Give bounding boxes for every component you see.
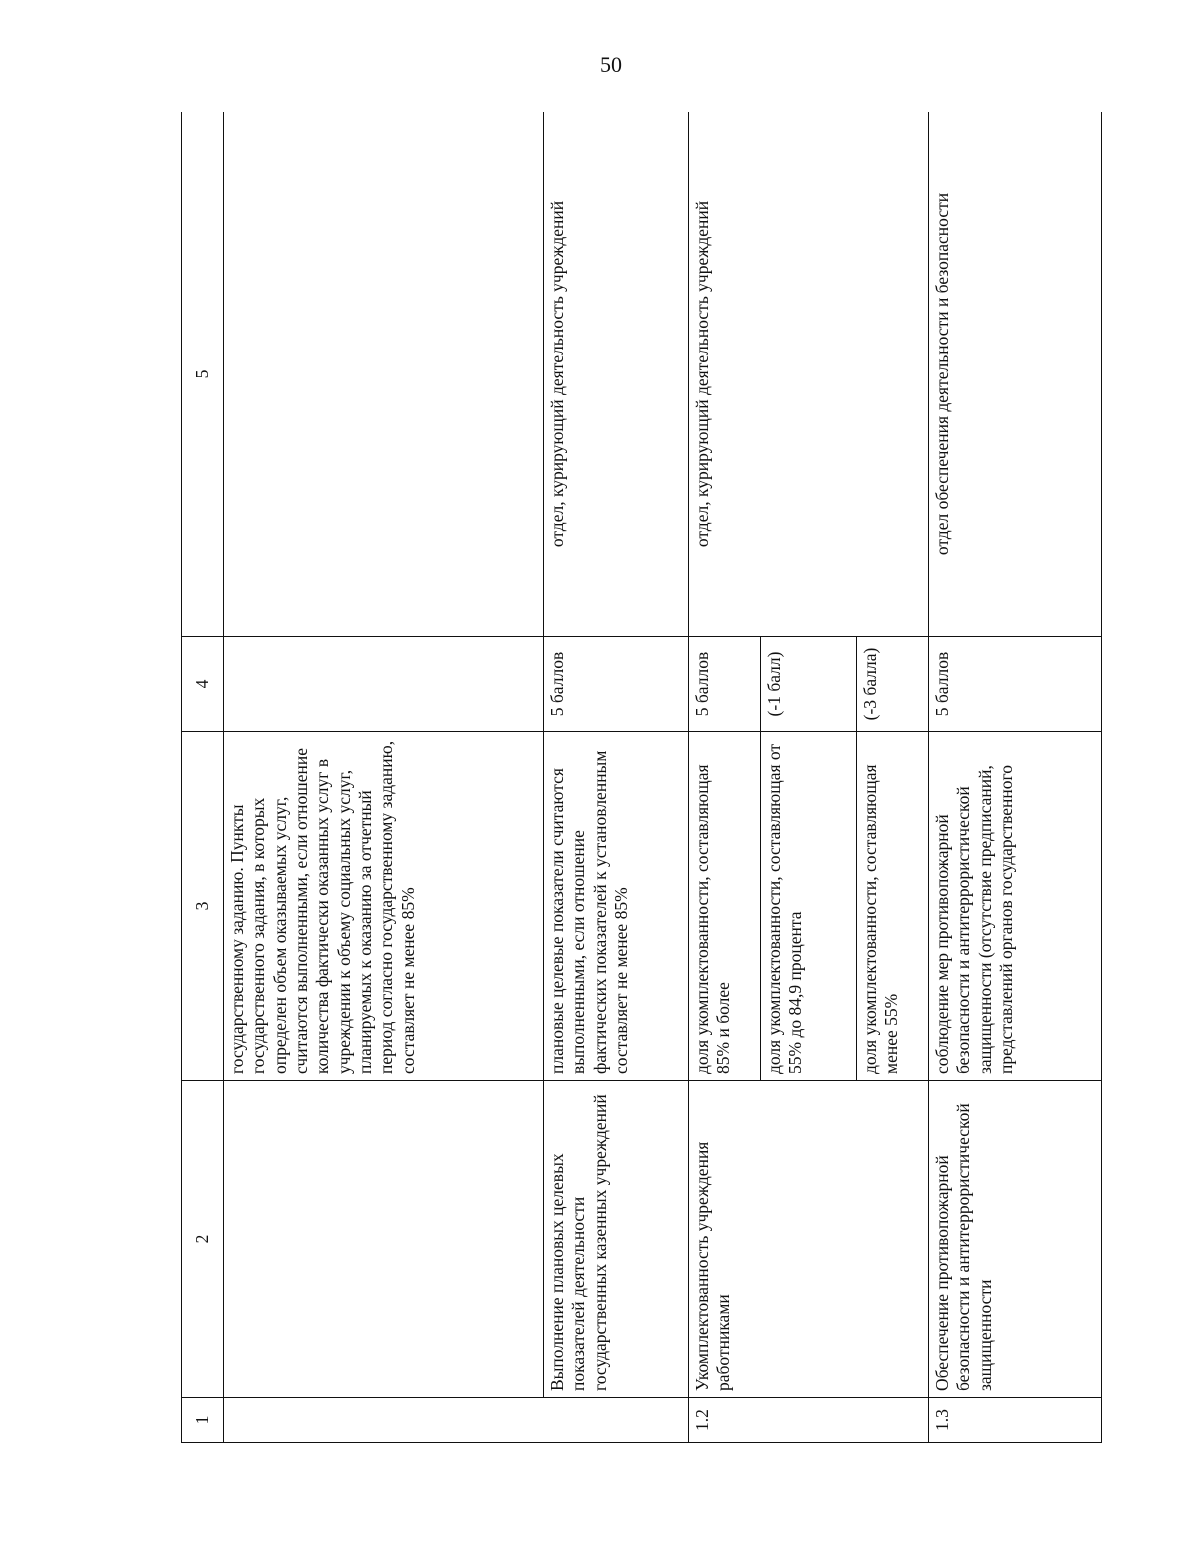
cell-points-empty (224, 637, 544, 732)
cell-indicator: Укомплектованность учреждения работниками (689, 1081, 929, 1398)
cell-points: (-1 балл) (761, 637, 857, 732)
cell-criterion-continuation: государственному заданию. Пункты государственного задания, в которых определен объем оказываемых услуг, считаются выполненными, если отношение количества фактически оказанных услуг в учреждении к объему социальных услуг, планируемых к оказанию за отчетный период согласно государственному заданию, составляет не менее 85% (224, 732, 544, 1081)
cell-indicator: Выполнение плановых целевых показателей деятельности государственных казенных учреждений (544, 1081, 689, 1398)
cell-number-empty (544, 1398, 689, 1443)
cell-responsible: отдел обеспечения деятельности и безопасности (929, 112, 1102, 637)
header-col-2: 2 (182, 1081, 224, 1398)
cell-criterion: доля укомплектованности, составляющая менее 55% (857, 732, 929, 1081)
cell-criterion: плановые целевые показатели считаются выполненными, если отношение фактических показателей к установленным составляет не менее 85% (544, 732, 689, 1081)
cell-responsible: отдел, курирующий деятельность учреждений (544, 112, 689, 637)
criteria-table (181, 112, 1102, 1443)
table-row-1-2 (689, 112, 761, 1443)
table-row-continuation (224, 112, 544, 1443)
table-row-1-3 (929, 112, 1102, 1443)
header-col-1: 1 (182, 1398, 224, 1443)
table-row-plan (544, 112, 689, 1443)
cell-number: 1.3 (929, 1398, 1102, 1443)
cell-responsible-empty (224, 112, 544, 637)
header-col-5: 5 (182, 112, 224, 637)
cell-points: 5 баллов (689, 637, 761, 732)
cell-number-empty (224, 1398, 544, 1443)
cell-points: 5 баллов (544, 637, 689, 732)
table-frame (181, 112, 1102, 1443)
header-col-3: 3 (182, 732, 224, 1081)
cell-points: (-3 балла) (857, 637, 929, 732)
table-header-row (182, 112, 224, 1443)
cell-points: 5 баллов (929, 637, 1102, 732)
page-number: 50 (600, 52, 622, 77)
cell-indicator: Обеспечение противопожарной безопасности и антитеррористической защищенности (929, 1081, 1102, 1398)
cell-responsible: отдел, курирующий деятельность учреждений (689, 112, 929, 637)
cell-criterion: доля укомплектованности, составляющая от 55% до 84,9 процента (761, 732, 857, 1081)
header-col-4: 4 (182, 637, 224, 732)
rotated-table-container (181, 112, 1102, 1443)
cell-criterion: соблюдение мер противопожарной безопасности и антитеррористической защищенности (отсутствие предписаний, представлений органов государственного (929, 732, 1102, 1081)
cell-criterion: доля укомплектованности, составляющая 85% и более (689, 732, 761, 1081)
cell-indicator-empty (224, 1081, 544, 1398)
cell-number: 1.2 (689, 1398, 929, 1443)
